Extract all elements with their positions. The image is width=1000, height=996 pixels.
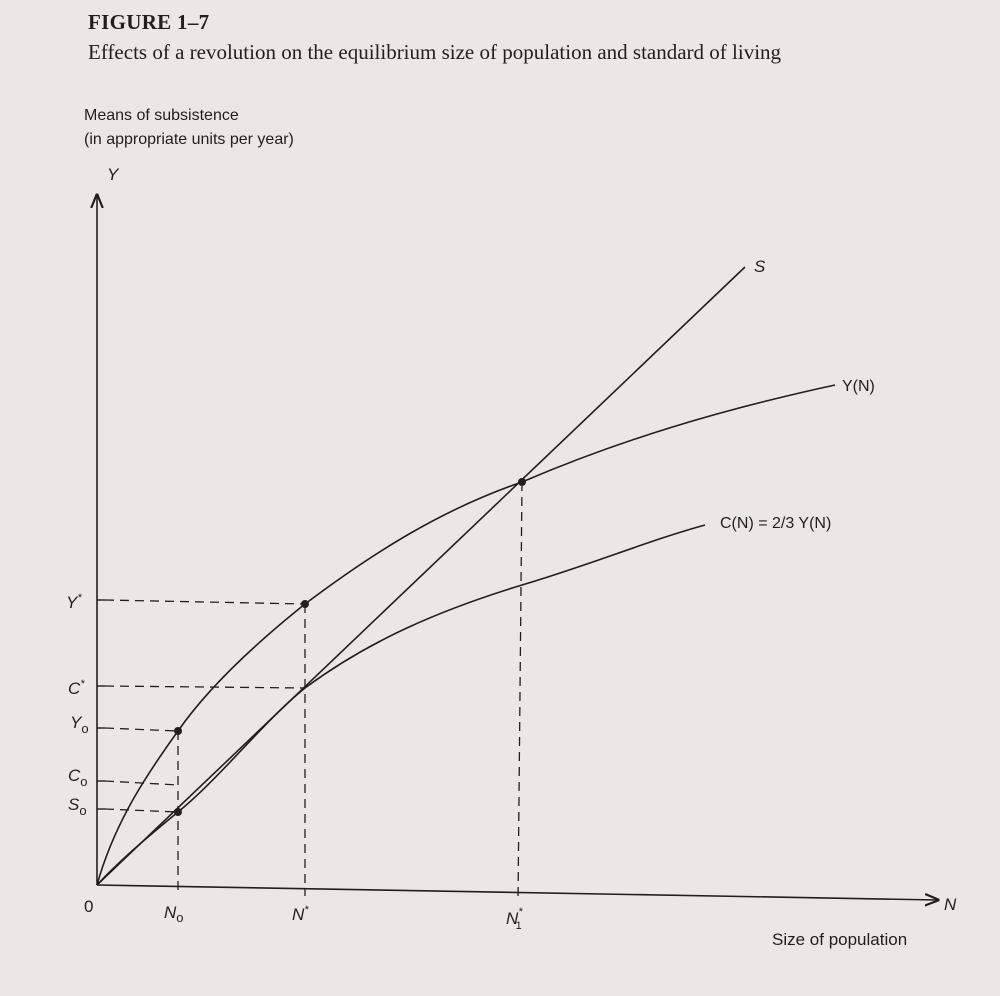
guide-cstar-horizontal (105, 686, 305, 688)
label-n1star: N* 1 (506, 906, 523, 932)
guide-n1star-vertical (518, 482, 522, 902)
figure-caption: Effects of a revolution on the equilibrium size of population and standard of living (88, 40, 782, 64)
point-ystar (301, 600, 309, 608)
x-axis-title: Size of population (772, 930, 908, 949)
label-cn-curve: C(N) = 2/3 Y(N) (720, 515, 832, 532)
label-s0: $S_o$ (68, 795, 87, 818)
label-yn-curve: Y(N) (842, 378, 875, 395)
guide-ystar-horizontal (105, 600, 305, 604)
origin-label: 0 (84, 897, 94, 916)
point-s0 (174, 808, 182, 816)
y-axis-symbol: Y (107, 165, 119, 184)
cn-curve (97, 525, 705, 885)
figure-number: FIGURE 1–7 (88, 10, 210, 34)
label-n0: $N_o$ (164, 903, 184, 925)
point-y0 (174, 727, 182, 735)
label-cstar: C* (68, 678, 85, 698)
label-ystar: Y* (66, 592, 82, 612)
yn-curve (97, 385, 835, 885)
label-nstar: N* (292, 904, 309, 924)
y-axis-title-line2: (in appropriate units per year) (84, 131, 294, 148)
guide-s0-horizontal (105, 809, 178, 812)
point-n1star-equilibrium (518, 478, 526, 486)
guide-y0-horizontal (105, 728, 178, 731)
label-y0: $Y_o$ (70, 713, 89, 736)
label-s-line: S (754, 257, 766, 276)
label-c0: $C_o$ (68, 766, 88, 789)
x-axis-symbol: N (944, 895, 957, 914)
s-line (97, 267, 745, 885)
y-axis-title-line1: Means of subsistence (84, 107, 239, 124)
